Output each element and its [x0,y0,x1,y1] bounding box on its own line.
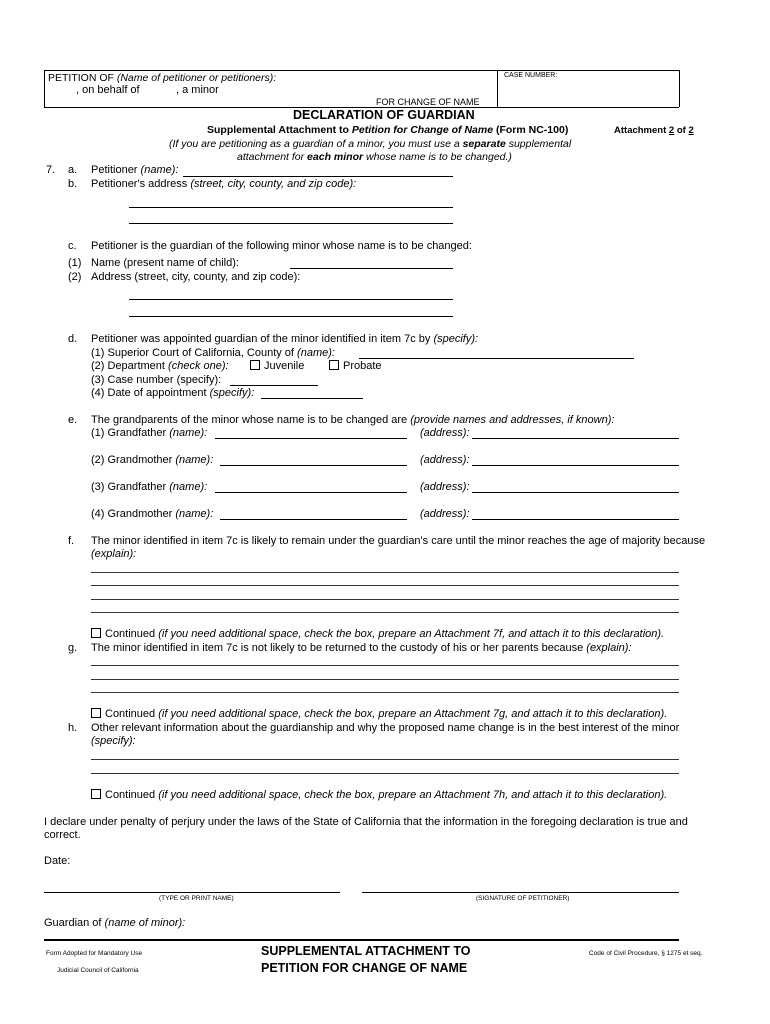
probate-label: Probate [343,360,382,372]
header-left-border [44,70,45,107]
header-right-border [679,70,680,107]
guardian-of-label: Guardian of [44,917,102,929]
item-7f-line-2[interactable] [91,585,679,586]
item-7f-continued[interactable] [91,628,664,640]
item-7g-text [91,642,632,654]
grandparent-4-hint: (name): [175,508,214,520]
item-7h-continued-checkbox[interactable] [91,789,101,799]
grandparent-3-address-field[interactable] [472,492,679,493]
item-7f-line-1[interactable] [91,572,679,573]
item-7a-letter: a. [68,164,78,176]
item-7g-line-2[interactable] [91,679,679,680]
guardian-of-hint: (name of minor): [104,917,186,929]
item-7f-line-4[interactable] [91,612,679,613]
item-7d2-text [91,360,229,372]
item-7d4-main: (4) Date of appointment [91,387,207,399]
a-minor: , a minor [176,84,219,96]
item-7h-continued-hint: (if you need additional space, check the box, prepare an Attachment 7h, and attach it to this declaration). [158,789,668,801]
item-7g-main: The minor identified in item 7c is not likely to be returned to the custody of his or her parents because [91,642,584,654]
item-7c-letter: c. [68,240,77,252]
grandparent-4-label [91,508,213,520]
child-name-field[interactable] [290,268,453,269]
attachment-num: 2 [668,125,675,136]
item-7h-letter: h. [68,722,78,734]
grandparent-2-label [91,454,213,466]
grandparent-3-relation: (3) Grandfather [91,481,167,493]
case-number-label: CASE NUMBER: [504,72,558,79]
item-7d1-text [91,347,335,359]
note-line1-b: separate [462,138,506,150]
grandparent-2-relation: (2) Grandmother [91,454,173,466]
grandparent-3-label [91,481,207,493]
item-7e-hint: (provide names and addresses, if known): [410,414,615,426]
item-7a-label: Petitioner [91,164,138,176]
attachment-total: 2 [688,125,694,136]
petitioner-name-field[interactable] [183,176,453,177]
item-7f-continued-hint: (if you need additional space, check the box, prepare an Attachment 7f, and attach it to this declaration). [158,628,665,640]
item-7d3-text: (3) Case number (specify): [91,374,222,386]
probate-checkbox[interactable] [329,360,339,370]
attachment-label: Attachment [614,125,667,136]
subtitle-suffix: (Form NC-100) [493,124,569,136]
grandparent-2-name-field[interactable] [220,465,407,466]
grandparent-1-hint: (name): [169,427,208,439]
item-7c1-num: (1) [68,257,82,269]
juvenile-label: Juvenile [264,360,305,372]
item-7b-label: Petitioner's address [91,178,188,190]
form-adopted: Form Adopted for Mandatory Use [46,950,143,957]
guardian-of [44,917,185,929]
grandparent-2-address-field[interactable] [472,465,679,466]
petitioner-address-field-1[interactable] [129,207,453,208]
item-7c-text: Petitioner is the guardian of the following minor whose name is to be changed: [91,240,472,252]
date-label: Date: [44,855,71,867]
header-top-border [44,70,679,71]
footer-title-1: SUPPLEMENTAL ATTACHMENT TO [261,944,471,958]
item-7-number: 7. [46,164,56,176]
item-7d1-main: (1) Superior Court of California, County of [91,347,294,359]
probate-option[interactable] [329,360,382,372]
grandparent-4-name-field[interactable] [220,519,407,520]
item-7d4-text [91,387,254,399]
item-7d1-hint: (name): [297,347,335,359]
item-7d-text [91,333,478,345]
item-7c2-num: (2) [68,271,82,283]
item-7e-letter: e. [68,414,78,426]
juvenile-checkbox[interactable] [250,360,260,370]
for-change-of-name: FOR CHANGE OF NAME [376,97,480,107]
form-title: DECLARATION OF GUARDIAN [293,108,475,122]
item-7h-hint: (specify): [91,735,136,747]
item-7g-line-1[interactable] [91,665,679,666]
note-line2-a: attachment for [237,151,308,163]
note-line2 [237,151,512,163]
subtitle-italic: Petition for Change of Name [351,124,494,136]
item-7c1-text: Name (present name of child): [91,257,239,269]
grandparent-2-address-label: (address): [420,454,470,466]
item-7a-hint: (name): [140,164,179,176]
item-7h-line-1[interactable] [91,759,679,760]
item-7d2-hint: (check one): [168,360,229,372]
grandparent-4-relation: (4) Grandmother [91,508,173,520]
item-7c2-text: Address (street, city, county, and zip code): [91,271,301,283]
form-subtitle [207,124,568,136]
type-name-label: (TYPE OR PRINT NAME) [159,895,234,902]
footer-title-2: PETITION FOR CHANGE OF NAME [261,961,468,975]
declaration-line-1: I declare under penalty of perjury under the laws of the State of California that the information in the foregoing declaration is true and [44,816,688,828]
grandparent-1-address-label: (address): [420,427,470,439]
item-7g-continued-hint: (if you need additional space, check the box, prepare an Attachment 7g, and attach it to this declaration). [158,708,668,720]
code-reference: Code of Civil Procedure, § 1275 et seq. [589,950,703,957]
item-7d4-hint: (specify): [209,387,255,399]
item-7g-continued-checkbox[interactable] [91,708,101,718]
grandparent-1-relation: (1) Grandfather [91,427,167,439]
note-line1 [169,138,571,150]
petition-of [48,72,276,84]
grandparent-1-label [91,427,207,439]
note-line1-c: supplemental [505,138,572,150]
on-behalf-of: , on behalf of [76,84,140,96]
item-7h-continued-label: Continued [105,789,156,801]
attachment-of: of [676,125,686,136]
item-7e-text [91,414,614,426]
item-7f-text: The minor identified in item 7c is likely to remain under the guardian's care until the minor reaches the age of majority because [91,535,706,547]
juvenile-option[interactable] [250,360,304,372]
signature-label: (SIGNATURE OF PETITIONER) [476,895,570,902]
declaration-line-2: correct. [44,829,81,841]
item-7d-main: Petitioner was appointed guardian of the minor identified in item 7c by [91,333,431,345]
county-field[interactable] [359,358,634,359]
signature-field[interactable] [362,892,679,893]
item-7f-letter: f. [68,535,75,547]
petitioner-address-field-2[interactable] [129,223,453,224]
item-7b-hint: (street, city, county, and zip code): [190,178,357,190]
item-7b-letter: b. [68,178,78,190]
item-7d-letter: d. [68,333,78,345]
grandparent-2-hint: (name): [175,454,214,466]
grandparent-1-name-field[interactable] [215,438,407,439]
subtitle-prefix: Supplemental Attachment to [207,124,352,136]
note-line2-c: whose name is to be changed.) [363,151,512,163]
item-7d-hint: (specify): [433,333,479,345]
item-7f-continued-label: Continued [105,628,156,640]
child-address-field-2[interactable] [129,316,453,317]
case-number-field[interactable] [230,385,318,386]
header-divider [497,70,498,107]
item-7f-hint: (explain): [91,548,137,560]
note-line2-b: each minor [307,151,364,163]
petition-of-label: PETITION OF [48,72,114,84]
footer-rule [44,939,679,941]
petition-of-hint: (Name of petitioner or petitioners): [116,72,277,84]
printed-name-field[interactable] [44,892,340,893]
item-7f-line-3[interactable] [91,599,679,600]
item-7g-letter: g. [68,642,78,654]
child-address-field-1[interactable] [129,299,453,300]
item-7g-line-3[interactable] [91,692,679,693]
item-7g-continued-label: Continued [105,708,156,720]
judicial-council: Judicial Council of California [57,967,139,974]
grandparent-3-hint: (name): [169,481,208,493]
grandparent-1-address-field[interactable] [472,438,679,439]
item-7h-continued[interactable] [91,789,667,801]
grandparent-4-address-field[interactable] [472,519,679,520]
item-7e-main: The grandparents of the minor whose name is to be changed are [91,414,408,426]
item-7b-text [91,178,356,190]
grandparent-3-address-label: (address): [420,481,470,493]
grandparent-3-name-field[interactable] [215,492,407,493]
appointment-date-field[interactable] [261,398,363,399]
item-7d2-main: (2) Department [91,360,165,372]
item-7h-text: Other relevant information about the guardianship and why the proposed name change is in the best interest of the minor [91,722,680,734]
note-line1-a: (If you are petitioning as a guardian of a minor, you must use a [169,138,463,150]
item-7f-continued-checkbox[interactable] [91,628,101,638]
attachment-number [614,125,694,136]
item-7a-text [91,164,178,176]
item-7g-continued[interactable] [91,708,667,720]
grandparent-4-address-label: (address): [420,508,470,520]
item-7g-hint: (explain): [586,642,632,654]
item-7h-line-2[interactable] [91,773,679,774]
